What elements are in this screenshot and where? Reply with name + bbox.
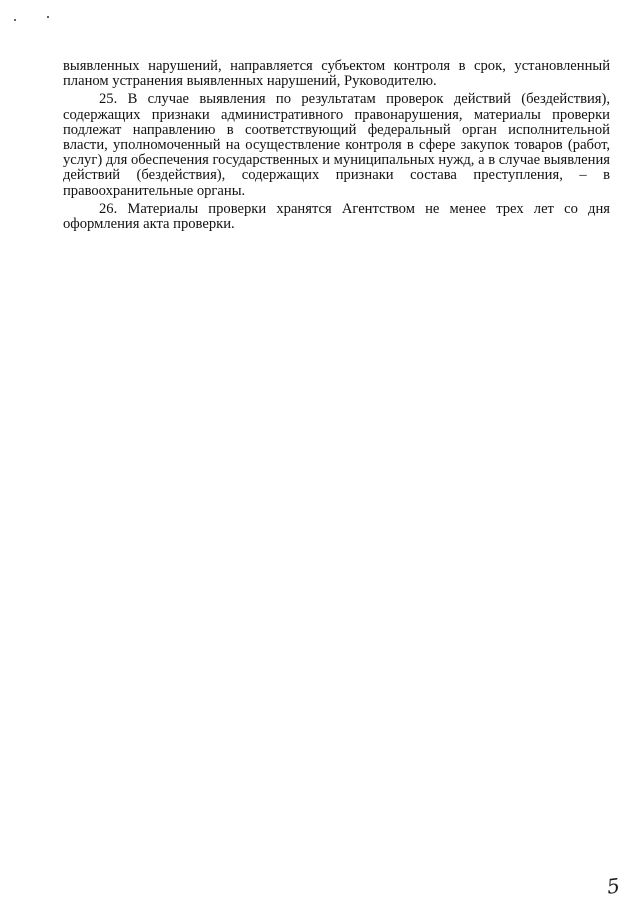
page-number: 5	[605, 873, 622, 899]
paragraph-item-25: 25. В случае выявления по результатам проверок действий (бездействия), содержащих признаки административного правонарушения, материалы проверки подлежат направлению в соответствующий федеральный орган исполнительной власти, уполномоченный на осуществление контроля в сфере закупок товаров (работ, услуг) для обеспечения государственных и муниципальных нужд, а в случае выявления действий (бездействия), содержащих признаки состава преступления, – в правоохранительные органы.	[63, 91, 610, 199]
scan-artifact-dot	[14, 19, 16, 21]
paragraph-item-26: 26. Материалы проверки хранятся Агентством не менее трех лет со дня оформления акта проверки.	[63, 200, 610, 233]
paragraph-continuation: выявленных нарушений, направляется субъектом контроля в срок, установленный планом устранения выявленных нарушений, Руководителю.	[63, 58, 610, 90]
document-body	[63, 59, 610, 235]
scan-artifact-dot	[47, 16, 49, 18]
